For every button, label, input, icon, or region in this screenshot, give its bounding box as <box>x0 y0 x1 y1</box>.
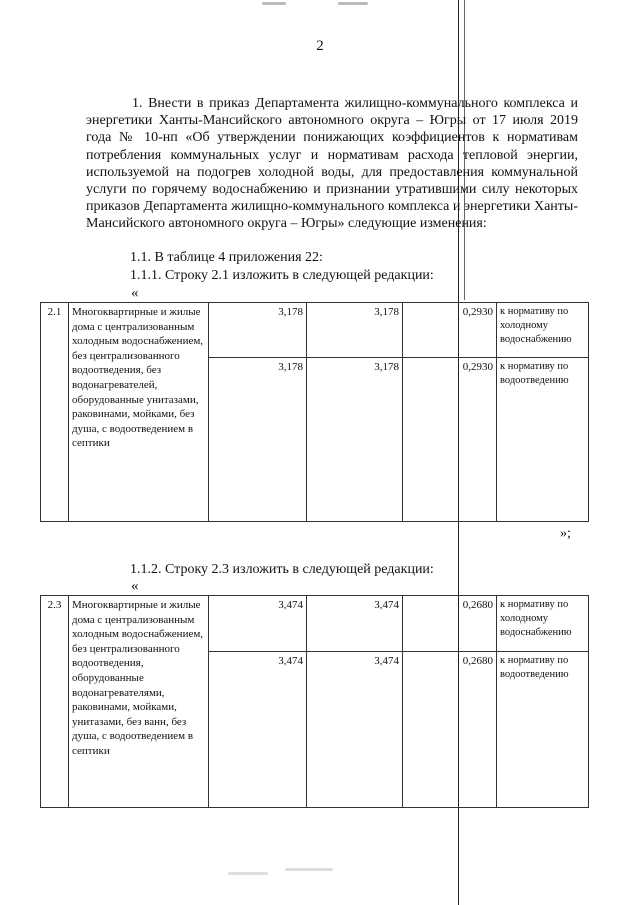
scan-smudge-top <box>262 2 286 5</box>
value-1: 3,474 <box>209 596 307 652</box>
value-2: 3,474 <box>307 596 403 652</box>
subpoint-1-1: 1.1. В таблице 4 приложения 22: <box>130 250 323 265</box>
coefficient: 0,2680 <box>403 652 497 808</box>
close-quote: »; <box>560 526 571 541</box>
main-paragraph-block <box>86 95 578 233</box>
value-1: 3,178 <box>209 303 307 358</box>
scan-smudge-bottom-right <box>285 868 333 871</box>
page-number: 2 <box>316 38 324 54</box>
table-row-2-3 <box>40 595 589 808</box>
value-1: 3,474 <box>209 652 307 808</box>
scan-smudge-bottom <box>228 872 268 875</box>
subpoint-1-1-2: 1.1.2. Строку 2.3 изложить в следующей редакции: <box>130 562 434 577</box>
coefficient: 0,2930 <box>403 303 497 358</box>
value-2: 3,178 <box>307 358 403 522</box>
row-number: 2.3 <box>41 596 69 808</box>
coefficient: 0,2680 <box>403 596 497 652</box>
value-2: 3,474 <box>307 652 403 808</box>
scan-smudge-top-right <box>338 2 368 5</box>
note: к нормативу по водоотведению <box>497 358 589 522</box>
row-description: Многоквартирные и жилые дома с централизованным холодным водоснабжением, без централизованного водоотведения, без водонагревателей, оборудованные унитазами, раковинами, мойками, без душа, с водоотведением в септики <box>69 303 209 522</box>
row-number: 2.1 <box>41 303 69 522</box>
open-quote-1: « <box>131 285 139 301</box>
table-row-2-1 <box>40 302 589 522</box>
value-1: 3,178 <box>209 358 307 522</box>
coefficient: 0,2930 <box>403 358 497 522</box>
amendment-paragraph: 1. Внести в приказ Департамента жилищно-коммунального комплекса и энергетики Ханты-Мансийского автономного округа – Югры от 17 июля 2019 года № 10-нп «Об утверждении понижающих коэффициентов к нормативам потребления коммунальных услуг и нормативам расхода тепловой энергии, используемой на подогрев холодной воды, для предоставления коммунальной услуги по горячему водоснабжению и признании утратившими силу некоторых приказов Департамента жилищно-коммунального комплекса и энергетики Ханты-Мансийского автономного округа – Югры» следующие изменения: <box>86 96 578 232</box>
row-description: Многоквартирные и жилые дома с централизованным холодным водоснабжением, без централизованного водоотведения, оборудованные водонагревателями, раковинами, мойками, унитазами, без ванн, без душа, с водоотведением в септики <box>69 596 209 808</box>
note: к нормативу по холодному водоснабжению <box>497 303 589 358</box>
value-2: 3,178 <box>307 303 403 358</box>
open-quote-2: « <box>131 578 139 594</box>
note: к нормативу по водоотведению <box>497 652 589 808</box>
subpoint-1-1-1: 1.1.1. Строку 2.1 изложить в следующей редакции: <box>130 268 434 283</box>
note: к нормативу по холодному водоснабжению <box>497 596 589 652</box>
